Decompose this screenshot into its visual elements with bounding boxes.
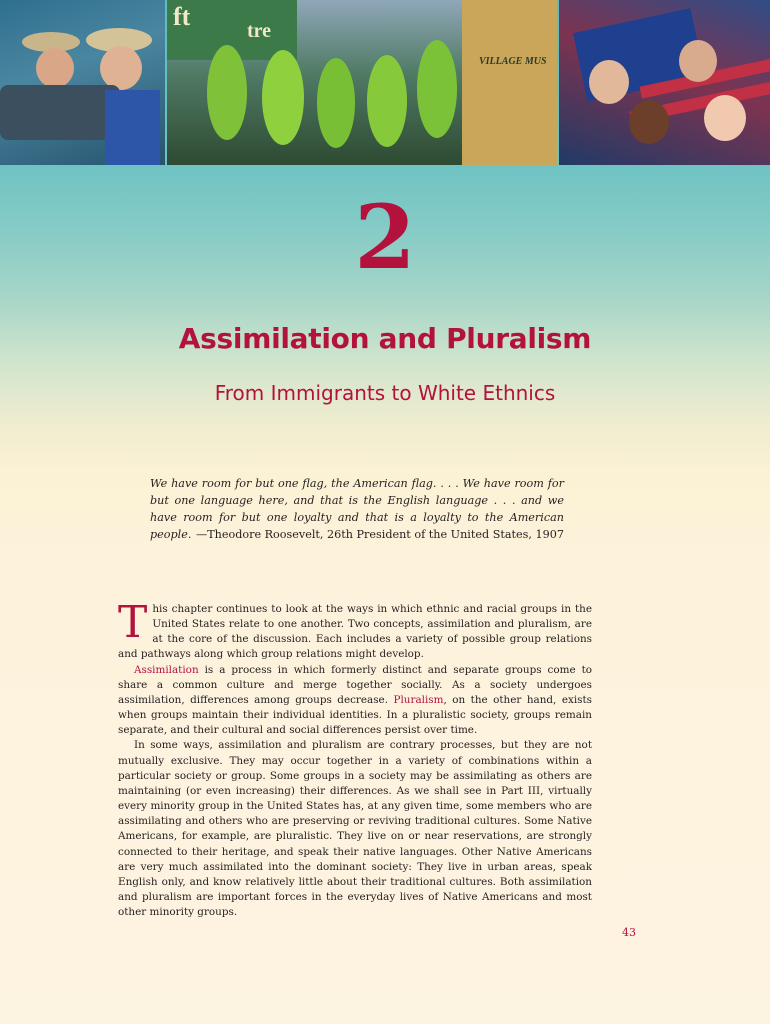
epigraph-quote: We have room for but one flag, the American flag. . . . We have room for but one language here, and that is the English language . . . and we have room for but one loyalty and that is a loyalty to the American people. <box>150 477 564 541</box>
blue-shirt-shape <box>105 90 160 165</box>
dancer-shape <box>207 45 247 140</box>
header-photo-strip <box>0 0 770 165</box>
photo-children-american-flag <box>559 0 770 165</box>
paragraph-text: is a process in which formerly distinct and separate groups come to share a common culture and merge together socially. As a society undergoes assimilation, differences among groups decrease. <box>118 663 592 706</box>
page-number: 43 <box>622 926 636 939</box>
dancer-shape <box>417 40 457 138</box>
chapter-title: Assimilation and Pluralism <box>178 322 592 355</box>
dancer-shape <box>367 55 407 147</box>
storefront-sign-text: tre <box>247 20 272 42</box>
child-face-shape <box>629 100 669 144</box>
key-term-pluralism: Pluralism <box>393 693 444 706</box>
photo-children-in-hats <box>0 0 165 165</box>
drop-cap: T <box>118 597 148 648</box>
paragraph-text: his chapter continues to look at the ways in which ethnic and racial groups in the United States relate to one another. Two concepts, assimilation and pluralism, are at the core of the discussion. Each includes a variety of possible group relations and pathways along which group relations might develop. <box>118 603 592 661</box>
body-paragraph <box>118 738 592 920</box>
body-paragraph <box>118 663 592 739</box>
paragraph-text: , on the other hand, exists when groups maintain their individual identities. In a pluralistic society, groups remain separate, and their cultural and social differences persist over time. <box>118 693 592 737</box>
chair-shape <box>0 85 120 140</box>
child-face-shape <box>679 40 717 82</box>
dancer-shape <box>262 50 304 145</box>
body-paragraph <box>118 597 592 663</box>
photo-irish-dancers <box>167 0 557 165</box>
dancer-shape <box>317 58 355 148</box>
building-facade-shape <box>462 0 557 165</box>
child-face-shape <box>100 46 142 90</box>
epigraph-attribution: —Theodore Roosevelt, 26th President of the United States, 1907 <box>196 528 564 541</box>
child-face-shape <box>589 60 629 104</box>
paragraph-text: In some ways, assimilation and pluralism are contrary processes, but they are not mutually exclusive. They may occur together in a variety of combinations within a particular society or group. Some groups in a society may be assimilating as others are maintaining (or even increasing) their differences. As we shall see in Part III, virtually every minority group in the United States has, at any given time, some members who are assimilating and others who are preserving or reviving traditional cultures. Some Native Americans, for example, are pluralistic. They live on or near reservations, are strongly connected to their heritage, and speak their native languages. Other Native Americans are very much assimilated into the dominant society: They live in urban areas, speak English only, and know relatively little about their traditional cultures. Both assimilation and pluralism are important forces in the everyday lives of Native Americans and most other minority groups. <box>118 739 592 919</box>
chapter-subtitle: From Immigrants to White Ethnics <box>214 381 556 405</box>
key-term-assimilation: Assimilation <box>134 663 199 676</box>
village-museum-sign: VILLAGE MUS <box>479 56 547 67</box>
chapter-body <box>118 597 592 920</box>
child-face-shape <box>36 48 74 88</box>
child-face-shape <box>704 95 746 141</box>
storefront-sign-text: ft <box>173 2 191 31</box>
chapter-number: 2 <box>354 185 416 289</box>
